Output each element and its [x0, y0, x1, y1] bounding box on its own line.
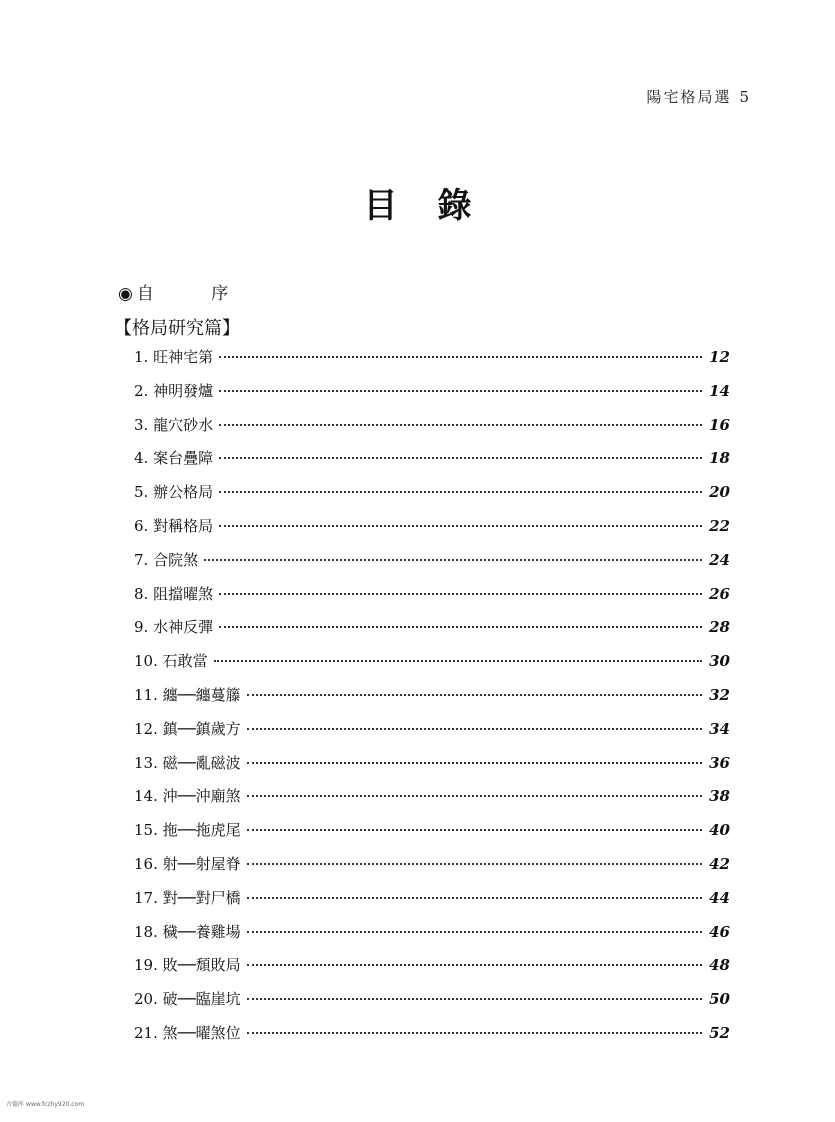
preface-label: 自 序: [136, 284, 255, 304]
toc-entry-page: 38: [709, 787, 730, 806]
dot-leader: [247, 727, 702, 730]
toc-entry-page: 46: [709, 922, 730, 941]
toc-entry-label: 20. 破──臨崖坑: [134, 990, 241, 1009]
page-number: 5: [739, 88, 751, 106]
toc-entry-label: 21. 煞──曜煞位: [134, 1023, 241, 1042]
toc-entry[interactable]: [134, 549, 730, 583]
dot-leader: [247, 761, 702, 764]
dot-leader: [219, 524, 702, 527]
toc-entry[interactable]: [134, 954, 730, 988]
toc-entry[interactable]: [134, 921, 730, 955]
toc-entry[interactable]: [134, 785, 730, 819]
toc-entry-label: 10. 石敢當: [134, 652, 208, 671]
dot-leader: [247, 828, 702, 831]
toc-entry-page: 40: [709, 821, 730, 840]
toc-entry[interactable]: [134, 718, 730, 752]
dot-leader: [219, 355, 702, 358]
toc-entry-page: 48: [709, 956, 730, 975]
toc-entry-label: 18. 穢──養雞場: [134, 922, 241, 941]
toc-entry-page: 44: [709, 888, 730, 907]
toc-entry-label: 12. 鎮──鎮歲方: [134, 719, 241, 738]
running-header-text: 陽宅格局選: [646, 88, 732, 106]
dot-leader: [247, 1031, 702, 1034]
table-of-contents: [134, 346, 730, 1056]
toc-entry-label: 8. 阻擋曜煞: [134, 584, 214, 603]
toc-entry[interactable]: [134, 447, 730, 481]
toc-entry-page: 36: [709, 753, 730, 772]
dot-leader: [219, 389, 702, 392]
dot-leader: [219, 592, 702, 595]
toc-entry-label: 3. 龍穴砂水: [134, 415, 214, 434]
dot-leader: [247, 963, 702, 966]
toc-entry-page: 12: [709, 348, 730, 366]
toc-entry[interactable]: [134, 887, 730, 921]
dot-leader: [219, 456, 702, 459]
bullet-circle-icon: ◉: [118, 284, 133, 304]
toc-entry-page: 14: [709, 381, 730, 400]
dot-leader: [247, 896, 702, 899]
toc-entry-page: 50: [709, 990, 730, 1009]
toc-entry[interactable]: [134, 650, 730, 684]
toc-entry-label: 16. 射──射屋脊: [134, 854, 241, 873]
toc-entry[interactable]: [134, 752, 730, 786]
toc-entry[interactable]: [134, 346, 730, 380]
toc-entry-label: 5. 辦公格局: [134, 483, 214, 502]
toc-entry-page: 42: [709, 854, 730, 873]
toc-entry-label: 1. 旺神宅第: [134, 348, 214, 366]
toc-entry-page: 22: [709, 516, 730, 535]
toc-entry-label: 9. 水神反彈: [134, 618, 214, 637]
toc-entry[interactable]: [134, 616, 730, 650]
toc-entry-page: 20: [709, 483, 730, 502]
dot-leader: [219, 625, 702, 628]
running-header: [646, 86, 751, 107]
toc-entry-label: 2. 神明發爐: [134, 381, 214, 400]
toc-entry[interactable]: [134, 853, 730, 887]
dot-leader: [214, 659, 702, 662]
toc-entry[interactable]: [134, 583, 730, 617]
footer-watermark: 古德库 www.fczhy920.com: [6, 1101, 85, 1108]
toc-entry-label: 11. 纏──纏蔓籐: [134, 685, 241, 704]
toc-entry-page: 18: [709, 449, 730, 468]
toc-entry-page: 24: [709, 550, 730, 569]
toc-entry-label: 7. 合院煞: [134, 550, 199, 569]
section-heading: 【格局研究篇】: [114, 318, 240, 339]
toc-entry[interactable]: [134, 1022, 730, 1056]
dot-leader: [247, 862, 702, 865]
toc-entry-label: 15. 拖──拖虎尾: [134, 821, 241, 840]
dot-leader: [247, 997, 702, 1000]
toc-entry-label: 17. 對──對尸橋: [134, 888, 241, 907]
toc-entry[interactable]: [134, 481, 730, 515]
dot-leader: [247, 794, 702, 797]
toc-entry-page: 16: [709, 415, 730, 434]
toc-entry-page: 30: [709, 652, 730, 671]
toc-entry-page: 52: [709, 1023, 730, 1042]
toc-entry-label: 6. 對稱格局: [134, 516, 214, 535]
dot-leader: [247, 930, 702, 933]
toc-entry[interactable]: [134, 819, 730, 853]
toc-entry-label: 14. 沖──沖廟煞: [134, 787, 241, 806]
toc-entry[interactable]: [134, 988, 730, 1022]
dot-leader: [219, 423, 702, 426]
toc-entry-label: 13. 磁──亂磁波: [134, 753, 241, 772]
toc-entry-page: 32: [709, 685, 730, 704]
toc-entry-page: 34: [709, 719, 730, 738]
dot-leader: [247, 693, 702, 696]
page-title: 目錄: [363, 186, 512, 226]
toc-entry[interactable]: [134, 684, 730, 718]
toc-entry-page: 28: [709, 618, 730, 637]
toc-entry[interactable]: [134, 414, 730, 448]
toc-entry-page: 26: [709, 584, 730, 603]
toc-entry-label: 4. 案台疊障: [134, 449, 214, 468]
toc-entry-label: 19. 敗──頹敗局: [134, 956, 241, 975]
preface-entry[interactable]: [118, 279, 254, 304]
dot-leader: [219, 490, 702, 493]
dot-leader: [204, 558, 702, 561]
toc-entry[interactable]: [134, 515, 730, 549]
toc-entry[interactable]: [134, 380, 730, 414]
